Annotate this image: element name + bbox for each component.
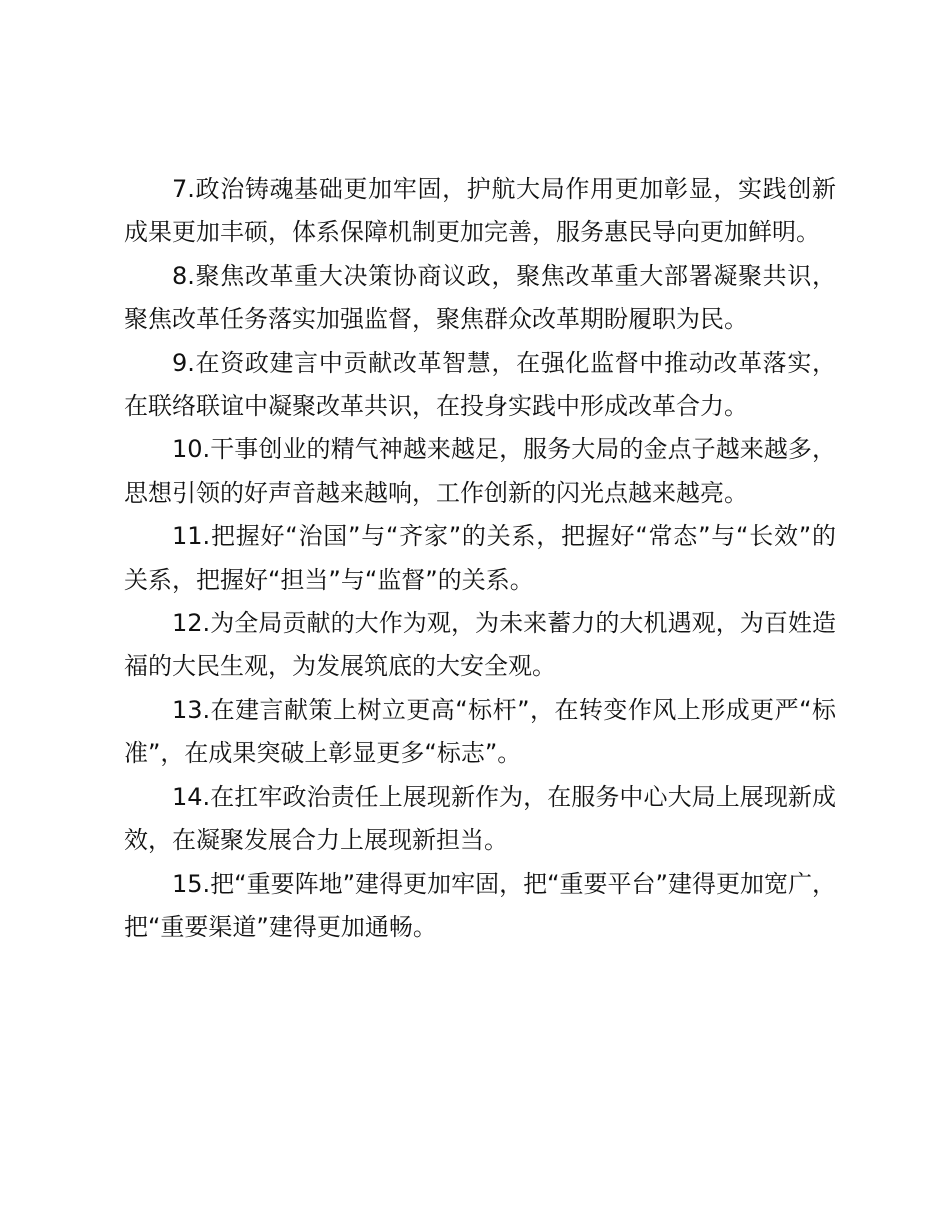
- paragraph-15: 15.把“重要阵地”建得更加牢固，把“重要平台”建得更加宽广，把“重要渠道”建得更加通畅。: [124, 869, 836, 941]
- paragraph-8: 8.聚焦改革重大决策协商议政，聚焦改革重大部署凝聚共识，聚焦改革任务落实加强监督，聚焦群众改革期盼履职为民。: [124, 261, 836, 334]
- paragraph-12: 12.为全局贡献的大作为观，为未来蓄力的大机遇观，为百姓造福的大民生观，为发展筑底的大安全观。: [124, 609, 836, 681]
- paragraph-14: 14.在扛牢政治责任上展现新作为，在服务中心大局上展现新成效，在凝聚发展合力上展现新担当。: [124, 782, 836, 855]
- document-body: [124, 168, 836, 949]
- paragraph-13: 13.在建言献策上树立更高“标杆”，在转变作风上形成更严“标准”，在成果突破上彰显更多“标志”。: [124, 695, 836, 768]
- paragraph-7: 7.政治铸魂基础更加牢固，护航大局作用更加彰显，实践创新成果更加丰硕，体系保障机制更加完善，服务惠民导向更加鲜明。: [124, 175, 836, 247]
- paragraph-10: 10.干事创业的精气神越来越足，服务大局的金点子越来越多，思想引领的好声音越来越响，工作创新的闪光点越来越亮。: [124, 435, 836, 507]
- paragraph-9: 9.在资政建言中贡献改革智慧，在强化监督中推动改革落实，在联络联谊中凝聚改革共识，在投身实践中形成改革合力。: [124, 348, 836, 421]
- paragraph-11: 11.把握好“治国”与“齐家”的关系，把握好“常态”与“长效”的关系，把握好“担当”与“监督”的关系。: [124, 522, 836, 594]
